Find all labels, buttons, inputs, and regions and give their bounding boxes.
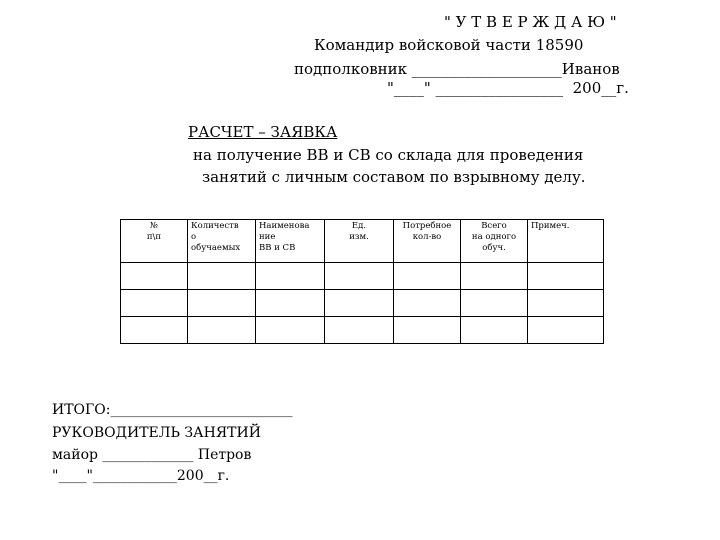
table-cell <box>256 263 325 290</box>
document-subtitle-line2: занятий с личным составом по взрывному делу. <box>202 168 586 186</box>
approval-commander: Командир войсковой части 18590 <box>314 36 584 54</box>
col-header-name: Наименова ние ВВ и СВ <box>256 220 325 263</box>
approval-date: "____" _________________ 200__г. <box>387 79 629 97</box>
col-header-unit: Ед. изм. <box>325 220 394 263</box>
table-cell <box>121 290 188 317</box>
table-header-row <box>121 220 604 263</box>
col-header-per-trainee: Всего на одного обуч. <box>461 220 528 263</box>
table-cell <box>325 263 394 290</box>
supervisor-signature: майор _____________ Петров <box>52 447 252 463</box>
table-cell <box>325 317 394 344</box>
table-cell <box>461 263 528 290</box>
col-header-trainees: Количеств о обучаемых <box>188 220 256 263</box>
table-cell <box>461 317 528 344</box>
table-cell <box>188 290 256 317</box>
total-line: ИТОГО:__________________________ <box>52 402 293 418</box>
table-cell <box>394 317 461 344</box>
table-row <box>121 263 604 290</box>
col-header-required-qty: Потребное кол-во <box>394 220 461 263</box>
col-header-number: № п\п <box>121 220 188 263</box>
col-header-notes: Примеч. <box>528 220 604 263</box>
table-cell <box>528 263 604 290</box>
table-row <box>121 317 604 344</box>
table-row <box>121 290 604 317</box>
document-subtitle-line1: на получение ВВ и СВ со склада для проведения <box>193 146 584 164</box>
table-cell <box>394 263 461 290</box>
document-title: РАСЧЕТ – ЗАЯВКА <box>188 123 338 141</box>
table-cell <box>394 290 461 317</box>
supervisor-date: "____"____________200__г. <box>52 468 230 484</box>
supervisor-title: РУКОВОДИТЕЛЬ ЗАНЯТИЙ <box>52 425 261 441</box>
table-cell <box>121 317 188 344</box>
table-cell <box>461 290 528 317</box>
table-cell <box>188 317 256 344</box>
table-cell <box>121 263 188 290</box>
table-cell <box>325 290 394 317</box>
request-table <box>120 219 604 344</box>
table-cell <box>528 317 604 344</box>
table-cell <box>256 290 325 317</box>
approval-title: " У Т В Е Р Ж Д А Ю " <box>444 13 617 31</box>
table-cell <box>256 317 325 344</box>
table-cell <box>188 263 256 290</box>
table-cell <box>528 290 604 317</box>
approval-signature: подполковник ____________________Иванов <box>294 60 620 78</box>
